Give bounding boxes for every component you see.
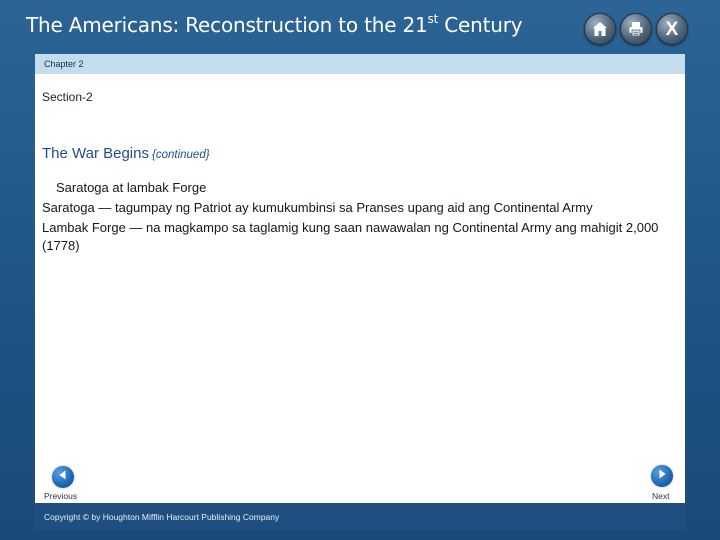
chapter-label: Chapter 2 (44, 59, 84, 69)
list-item: Saratoga at lambak Forge (56, 180, 207, 195)
slide-heading-note: {continued} (152, 149, 210, 161)
content-panel (35, 54, 685, 530)
app-title (26, 13, 522, 37)
footer-bar (35, 503, 685, 530)
previous-label[interactable]: Previous (44, 491, 78, 501)
print-icon (627, 20, 645, 38)
slide-heading-text: The War Begins (42, 145, 149, 162)
title-bar (0, 0, 720, 52)
app-title-superscript: st (427, 12, 439, 27)
chapter-bar (35, 54, 685, 74)
home-button[interactable] (584, 13, 616, 45)
next-button[interactable] (650, 464, 674, 488)
close-button[interactable] (656, 13, 688, 45)
list-item: Saratoga — tagumpay ng Patriot ay kumukumbinsi sa Pranses upang aid ang Continental Army (42, 200, 593, 215)
copyright-text: Copyright © by Houghton Mifflin Harcourt Publishing Company (44, 512, 280, 522)
app-title-main: The Americans: Reconstruction to the 21 (26, 13, 428, 37)
list-item: Lambak Forge — na magkampo sa taglamig kung saan nawawalan ng Continental Army ang mahigit 2,000 (1778) (42, 220, 659, 253)
slide-heading (42, 145, 210, 162)
close-icon: X (665, 18, 679, 40)
home-icon (591, 20, 609, 38)
app-title-end: Century (438, 13, 523, 37)
print-button[interactable] (620, 13, 652, 45)
arrow-right-icon (656, 467, 668, 485)
bullet-list (42, 179, 662, 257)
previous-button[interactable] (51, 465, 75, 489)
next-label[interactable]: Next (652, 491, 670, 501)
section-label: Section-2 (42, 90, 93, 104)
arrow-left-icon (57, 468, 69, 486)
